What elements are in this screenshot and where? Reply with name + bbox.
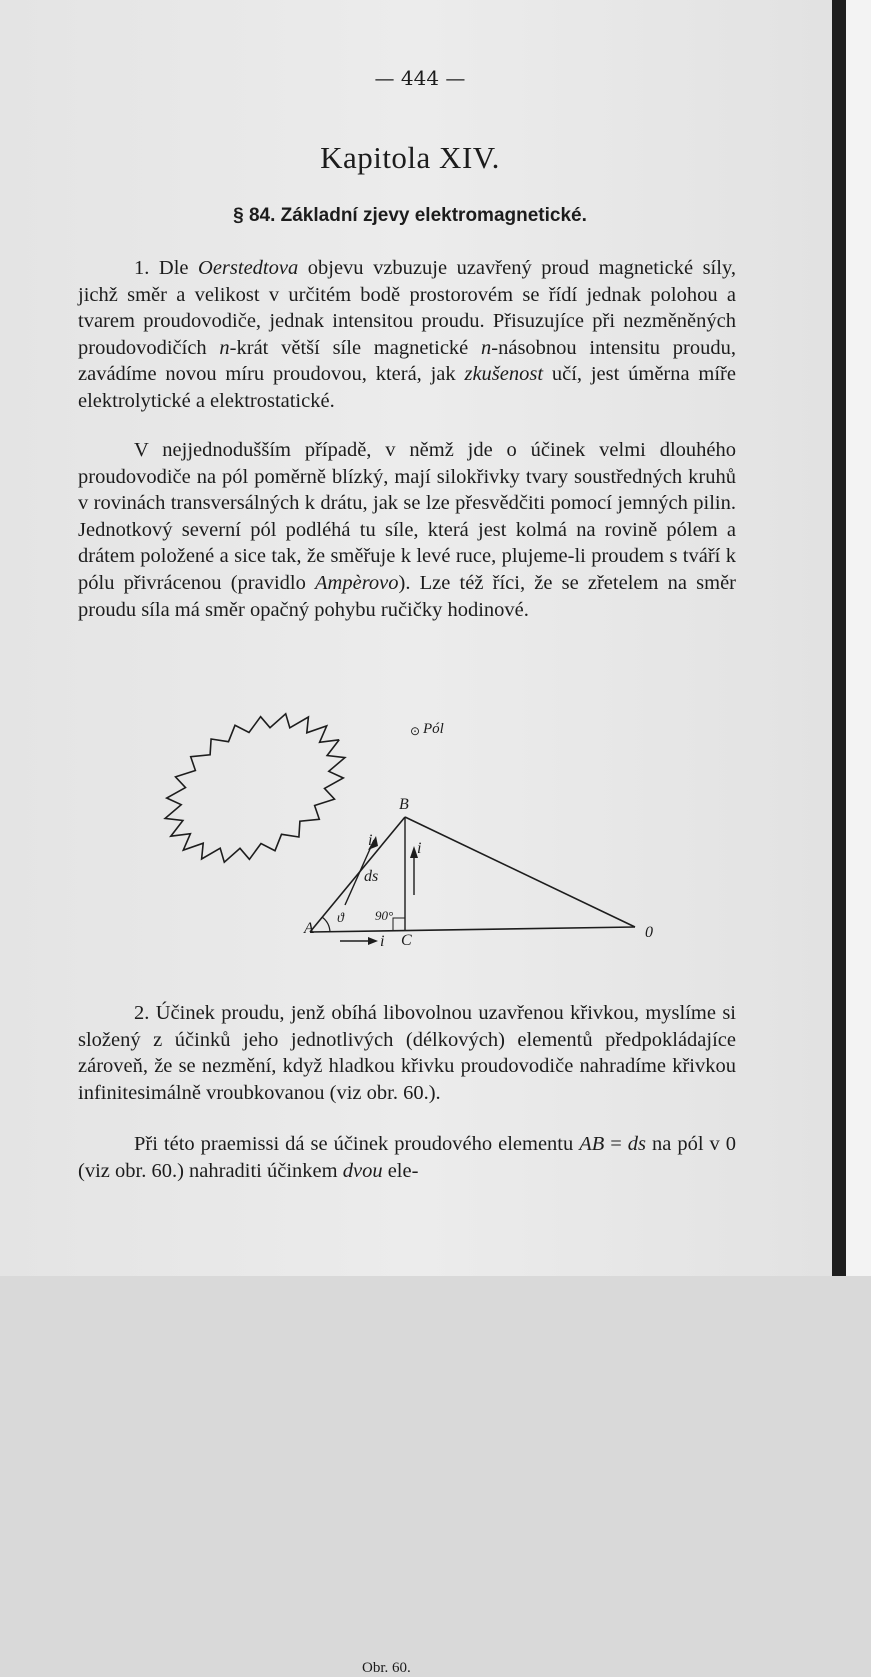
figure-drawing [140,700,660,960]
p2-suffix: ). Lze též říci, že se zřetelem na směr proudu síla má směr opačný pohybu ručičky hodinové. [78,571,737,621]
p1-mid1: objevu vzbuzuje uzavřený proud magnetické síly, jichž směr a velikost v určitém bodě prostorovém se řídí jednak polohou a tvarem proudovodiče, jednak intensitou proudu. Přisuzujíce při nezměněných proudovodičích [78,257,736,359]
p4-eq: = [604,1133,628,1155]
p1-mid2: -krát větší síle magnetické [229,336,482,359]
p4-em-ab: AB [579,1133,605,1155]
section-title: § 84. Základní zjevy elektromagnetické. [233,205,587,226]
p1-em-n1: n [219,336,230,359]
label-ds: ds [364,868,379,885]
label-angle: ϑ [337,911,344,926]
angle-arc [322,917,330,932]
label-c: C [401,932,412,949]
triangle-side-ao [310,927,635,932]
page-number: — 444 — [374,66,466,90]
label-a: A [304,920,314,937]
figure-caption: Obr. 60. [362,1660,411,1676]
zigzag-current-loop [165,714,345,862]
p1-em-n2: n [481,336,492,359]
paragraph-1 [78,255,736,415]
p4-em-dvou: dvou [342,1159,383,1182]
page-edge-shadow [832,0,846,1276]
label-b: B [399,796,409,813]
label-pol: Pól [423,721,444,737]
p2-text: V nejjednodušším případě, v němž jde o účinek velmi dlouhého proudovodiče na pól poměrně blízký, mají silokřivky tvary soustředných kruhů v rovinách transversálných k drátu, jak se lze přesvědčiti pomocí jemných pilin. Jednotkový severní pól podléhá tu síle, která jest kolmá na rovině pólem a drátem položené a sice tak, že směřuje k levé ruce, plujeme-li proudem s tváří k pólu přivrácenou (pravidlo [78,439,736,594]
label-i-slant: i [368,832,373,849]
p4-text3: ele- [382,1159,419,1182]
right-angle-mark [393,918,405,930]
p2-em-ampere: Ampèrovo [315,571,399,594]
p1-prefix: 1. Dle [134,257,199,279]
p4-text1: Při této praemissi dá se účinek proudového elementu [134,1133,580,1155]
pol-marker: ⊙ [410,724,421,738]
label-o: 0 [645,924,653,941]
triangle-side-bo [405,817,635,927]
p1-suffix: učí, jest úměrna míře elektrolytické a elektrostatické. [78,363,736,412]
label-i-horizontal: i [380,933,385,950]
p1-em-zkusenost: zkušenost [464,363,544,386]
p4-text2: na pól v 0 (viz obr. 60.) nahraditi účinkem [78,1133,737,1182]
paragraph-2 [78,437,736,623]
paragraph-4 [78,1131,736,1184]
arrow-horizontal-head [368,937,378,945]
p1-mid3: -násobnou intensitu proudu, zavádíme novou míru proudovou, která, jak [78,336,736,386]
p1-em-oerstedt: Oerstedtova [198,257,299,279]
p3-text: 2. Účinek proudu, jenž obíhá libovolnou uzavřenou křivkou, myslíme si složený z účinků jeho jednotlivých (délkových) elementů předpokládajíce zároveň, že se nezmění, když hladkou křivku proudovodiče nahradíme křivkou infinitesimálně vroubkovanou (viz obr. 60.). [78,1002,736,1104]
label-right-angle: 90° [375,908,394,923]
paragraph-3 [78,1000,736,1106]
label-i-vertical: i [417,840,422,857]
chapter-title: Kapitola XIV. [320,140,500,175]
page-edge-next [846,0,871,1276]
p4-em-ds: ds [627,1133,647,1155]
